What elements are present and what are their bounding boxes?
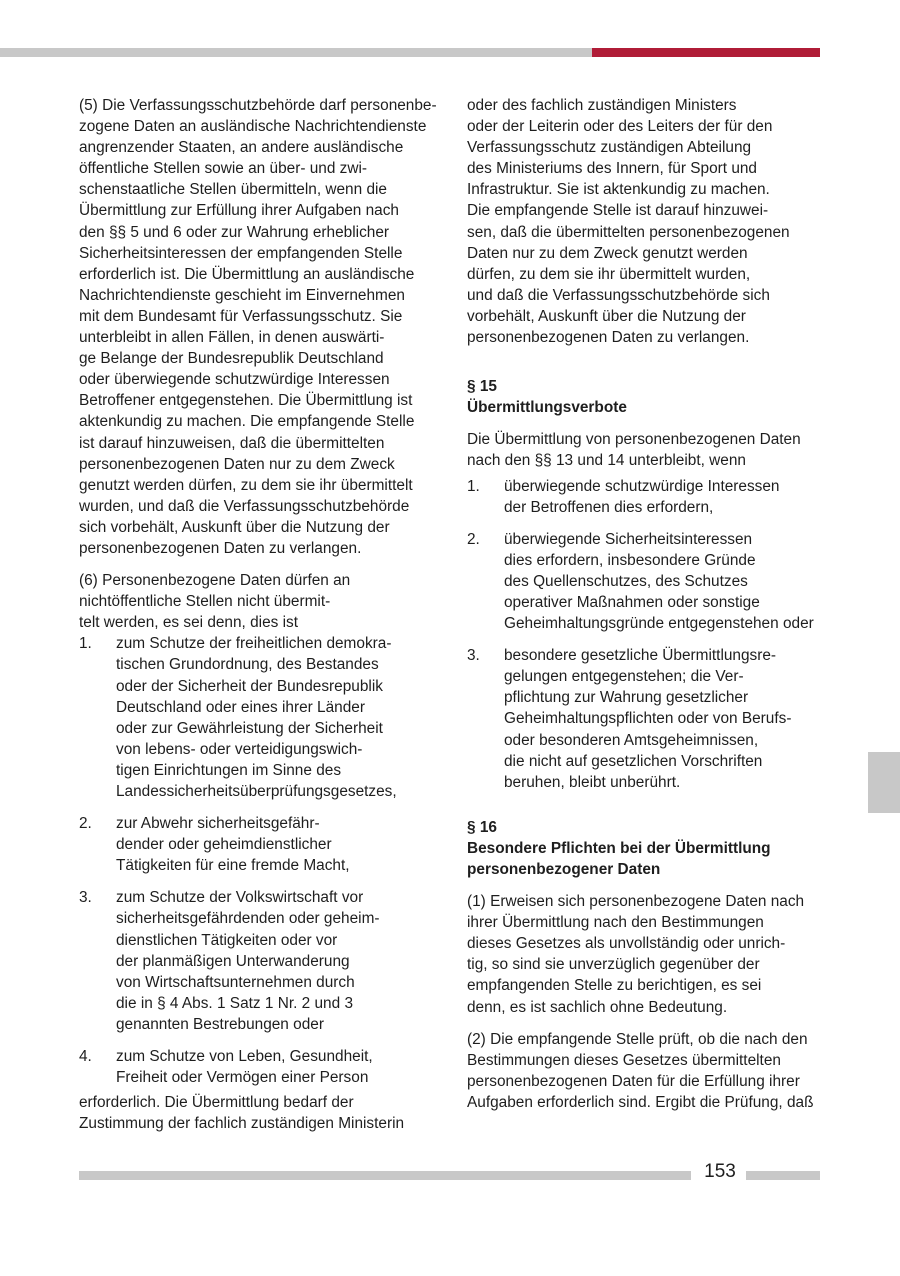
text-line: die nicht auf gesetzlichen Vorschriften: [504, 752, 763, 770]
text-line: der planmäßigen Unterwanderung: [116, 952, 350, 970]
text-line: (2) Die empfangende Stelle prüft, ob die nach den: [467, 1030, 808, 1048]
text-line: oder überwiegende schutzwürdige Interessen: [79, 371, 390, 389]
text-line: die in § 4 Abs. 1 Satz 1 Nr. 2 und 3: [116, 994, 353, 1012]
text-line: dender oder geheimdienstlicher: [116, 836, 332, 854]
list-item: [79, 633, 439, 802]
text-line: telt werden, es sei denn, dies ist: [79, 614, 299, 632]
list-number: 3.: [467, 647, 480, 665]
text-line: erforderlich. Die Übermittlung bedarf der: [79, 1094, 354, 1112]
text-line: tigen Einrichtungen im Sinne des: [116, 761, 342, 779]
text-line: Betroffener entgegenstehen. Die Übermittlung ist: [79, 392, 413, 410]
list-item: [467, 529, 822, 634]
text-line: Infrastruktur. Sie ist aktenkundig zu machen.: [467, 181, 770, 199]
bottom-decorative-bar: [79, 1171, 691, 1180]
text-line: Geheimhaltungspflichten oder von Berufs-: [504, 710, 792, 728]
text-line: personenbezogenen Daten für die Erfüllung ihrer: [467, 1072, 800, 1090]
section-title: Übermittlungsverbote: [467, 399, 627, 417]
text-line: Daten nur zu dem Zweck genutzt werden: [467, 244, 748, 262]
text-line: zur Abwehr sicherheitsgefähr-: [116, 815, 320, 833]
page-number: 153: [704, 1161, 736, 1182]
text-line: besondere gesetzliche Übermittlungsre-: [504, 647, 777, 665]
text-line: von lebens- oder verteidigungswich-: [116, 740, 363, 758]
section-16: [467, 817, 822, 1113]
list-number: 2.: [467, 530, 480, 548]
text-line: (6) Personenbezogene Daten dürfen an: [79, 572, 351, 590]
text-line: oder besonderen Amtsgeheimnissen,: [504, 731, 759, 749]
list-item: [79, 1046, 439, 1088]
left-column: [79, 95, 439, 1134]
text-line: operativer Maßnahmen oder sonstige: [504, 593, 760, 611]
text-line: Die empfangende Stelle ist darauf hinzuwei-: [467, 202, 769, 220]
section-number: § 15: [467, 378, 497, 396]
text-line: dürfen, zu dem sie ihr übermittelt wurden,: [467, 265, 751, 283]
text-line: pflichtung zur Wahrung gesetzlicher: [504, 689, 749, 707]
top-decorative-bar: [0, 48, 592, 57]
text-line: dieses Gesetzes als unvollständig oder unrich-: [467, 935, 786, 953]
text-line: zum Schutze der Volkswirtschaft vor: [116, 889, 364, 907]
section-heading: [467, 817, 822, 880]
text-line: Freiheit oder Vermögen einer Person: [116, 1069, 369, 1087]
paragraph-5: [79, 95, 439, 559]
text-line: genutzt werden dürfen, zu dem sie ihr übermittelt: [79, 476, 413, 494]
text-line: vorbehält, Auskunft über die Nutzung der: [467, 307, 746, 325]
list-number: 1.: [467, 477, 480, 495]
text-line: von Wirtschaftsunternehmen durch: [116, 973, 355, 991]
text-line: Verfassungsschutz zuständigen Abteilung: [467, 139, 752, 157]
text-line: Tätigkeiten für eine fremde Macht,: [116, 857, 350, 875]
text-line: Sicherheitsinteressen der empfangenden Stelle: [79, 244, 403, 262]
text-line: empfangenden Stelle zu berichtigen, es sei: [467, 977, 762, 995]
text-line: Deutschland oder eines ihrer Länder: [116, 698, 365, 716]
list-item: [79, 887, 439, 1035]
text-line: ge Belange der Bundesrepublik Deutschland: [79, 350, 384, 368]
text-line: Aufgaben erforderlich sind. Ergibt die Prüfung, daß: [467, 1093, 814, 1111]
list-item: [467, 476, 822, 518]
text-line: genannten Bestrebungen oder: [116, 1015, 324, 1033]
text-line: wurden, und daß die Verfassungsschutzbehörde: [79, 497, 410, 515]
text-line: mit dem Bundesamt für Verfassungsschutz. Sie: [79, 307, 403, 325]
text-line: ihrer Übermittlung nach den Bestimmungen: [467, 914, 764, 932]
text-line: der Betroffenen dies erfordern,: [504, 498, 714, 516]
text-line: tig, so sind sie unverzüglich gegenüber der: [467, 956, 760, 974]
text-line: unterbleibt in allen Fällen, in denen auswärti-: [79, 329, 385, 347]
text-line: personenbezogenen Daten zu verlangen.: [467, 329, 750, 347]
text-line: Bestimmungen dieses Gesetzes übermittelten: [467, 1051, 781, 1069]
top-accent-bar: [592, 48, 820, 57]
text-line: nichtöffentliche Stellen nicht übermit-: [79, 593, 331, 611]
text-line: überwiegende Sicherheitsinteressen: [504, 530, 753, 548]
section-number: § 16: [467, 818, 497, 836]
text-line: und daß die Verfassungsschutzbehörde sich: [467, 286, 770, 304]
text-line: Zustimmung der fachlich zuständigen Ministerin: [79, 1115, 405, 1133]
text-line: Landessicherheitsüberprüfungsgesetzes,: [116, 783, 397, 800]
section-title: personenbezogener Daten: [467, 861, 661, 878]
text-line: (5) Die Verfassungsschutzbehörde darf personenbe-: [79, 97, 437, 114]
list-number: 4.: [79, 1048, 92, 1066]
text-line: (1) Erweisen sich personenbezogene Daten nach: [467, 893, 805, 911]
section-heading: [467, 376, 822, 418]
text-line: sen, daß die übermittelten personenbezogenen: [467, 223, 790, 241]
text-line: Übermittlung zur Erfüllung ihrer Aufgaben nach: [79, 202, 399, 220]
text-line: überwiegende schutzwürdige Interessen: [504, 477, 780, 495]
text-line: Geheimhaltungsgründe entgegenstehen oder: [504, 615, 814, 633]
list-number: 3.: [79, 889, 92, 907]
text-line: beruhen, bleibt unberührt.: [504, 773, 681, 791]
text-line: den §§ 5 und 6 oder zur Wahrung erheblicher: [79, 223, 390, 241]
text-line: ist darauf hinzuweisen, daß die übermittelten: [79, 434, 385, 452]
section-15: [467, 376, 822, 793]
text-line: des Ministeriums des Innern, für Sport und: [467, 160, 757, 178]
text-line: oder der Leiterin oder des Leiters der für den: [467, 118, 773, 136]
closing-paragraph: [79, 1092, 439, 1134]
text-line: sicherheitsgefährdenden oder geheim-: [116, 910, 380, 928]
continuation-paragraph: [467, 95, 822, 348]
text-line: zogene Daten an ausländische Nachrichtendienste: [79, 118, 427, 136]
list-number: 1.: [79, 635, 92, 653]
section-title: Besondere Pflichten bei der Übermittlung: [467, 839, 771, 857]
text-line: dies erfordern, insbesondere Gründe: [504, 551, 756, 569]
text-line: aktenkundig zu machen. Die empfangende Stelle: [79, 413, 415, 431]
list-item: [79, 813, 439, 876]
paragraph-2: [467, 1029, 822, 1113]
paragraph-6: [79, 570, 439, 633]
text-line: schenstaatliche Stellen übermitteln, wenn die: [79, 181, 387, 199]
text-line: tischen Grundordnung, des Bestandes: [116, 656, 379, 674]
text-line: oder der Sicherheit der Bundesrepublik: [116, 677, 383, 695]
text-line: erforderlich ist. Die Übermittlung an ausländische: [79, 265, 415, 283]
text-line: des Quellenschutzes, des Schutzes: [504, 572, 748, 590]
text-line: dienstlichen Tätigkeiten oder vor: [116, 931, 338, 949]
text-line: denn, es ist sachlich ohne Bedeutung.: [467, 998, 728, 1016]
section-intro: [467, 429, 822, 471]
text-line: sich vorbehält, Auskunft über die Nutzung der: [79, 518, 390, 536]
text-line: angrenzender Staaten, an andere ausländische: [79, 139, 404, 157]
paragraph-1: [467, 891, 822, 1018]
text-line: personenbezogenen Daten nur zu dem Zweck: [79, 455, 395, 473]
text-line: zum Schutze der freiheitlichen demokra-: [116, 635, 392, 653]
text-line: oder des fachlich zuständigen Ministers: [467, 97, 737, 114]
text-line: nach den §§ 13 und 14 unterbleibt, wenn: [467, 452, 746, 470]
text-line: personenbezogenen Daten zu verlangen.: [79, 539, 362, 557]
text-line: Nachrichtendienste geschieht im Einvernehmen: [79, 286, 405, 304]
text-line: gelungen entgegenstehen; die Ver-: [504, 668, 744, 686]
chapter-side-tab: [868, 752, 900, 813]
text-line: Die Übermittlung von personenbezogenen Daten: [467, 431, 801, 449]
list-item: [467, 645, 822, 793]
bottom-decorative-bar-right: [746, 1171, 820, 1180]
right-column: [467, 95, 822, 1124]
text-line: oder zur Gewährleistung der Sicherheit: [116, 719, 383, 737]
text-line: öffentliche Stellen sowie an über- und zwi-: [79, 160, 368, 178]
list-number: 2.: [79, 815, 92, 833]
text-line: zum Schutze von Leben, Gesundheit,: [116, 1048, 373, 1066]
